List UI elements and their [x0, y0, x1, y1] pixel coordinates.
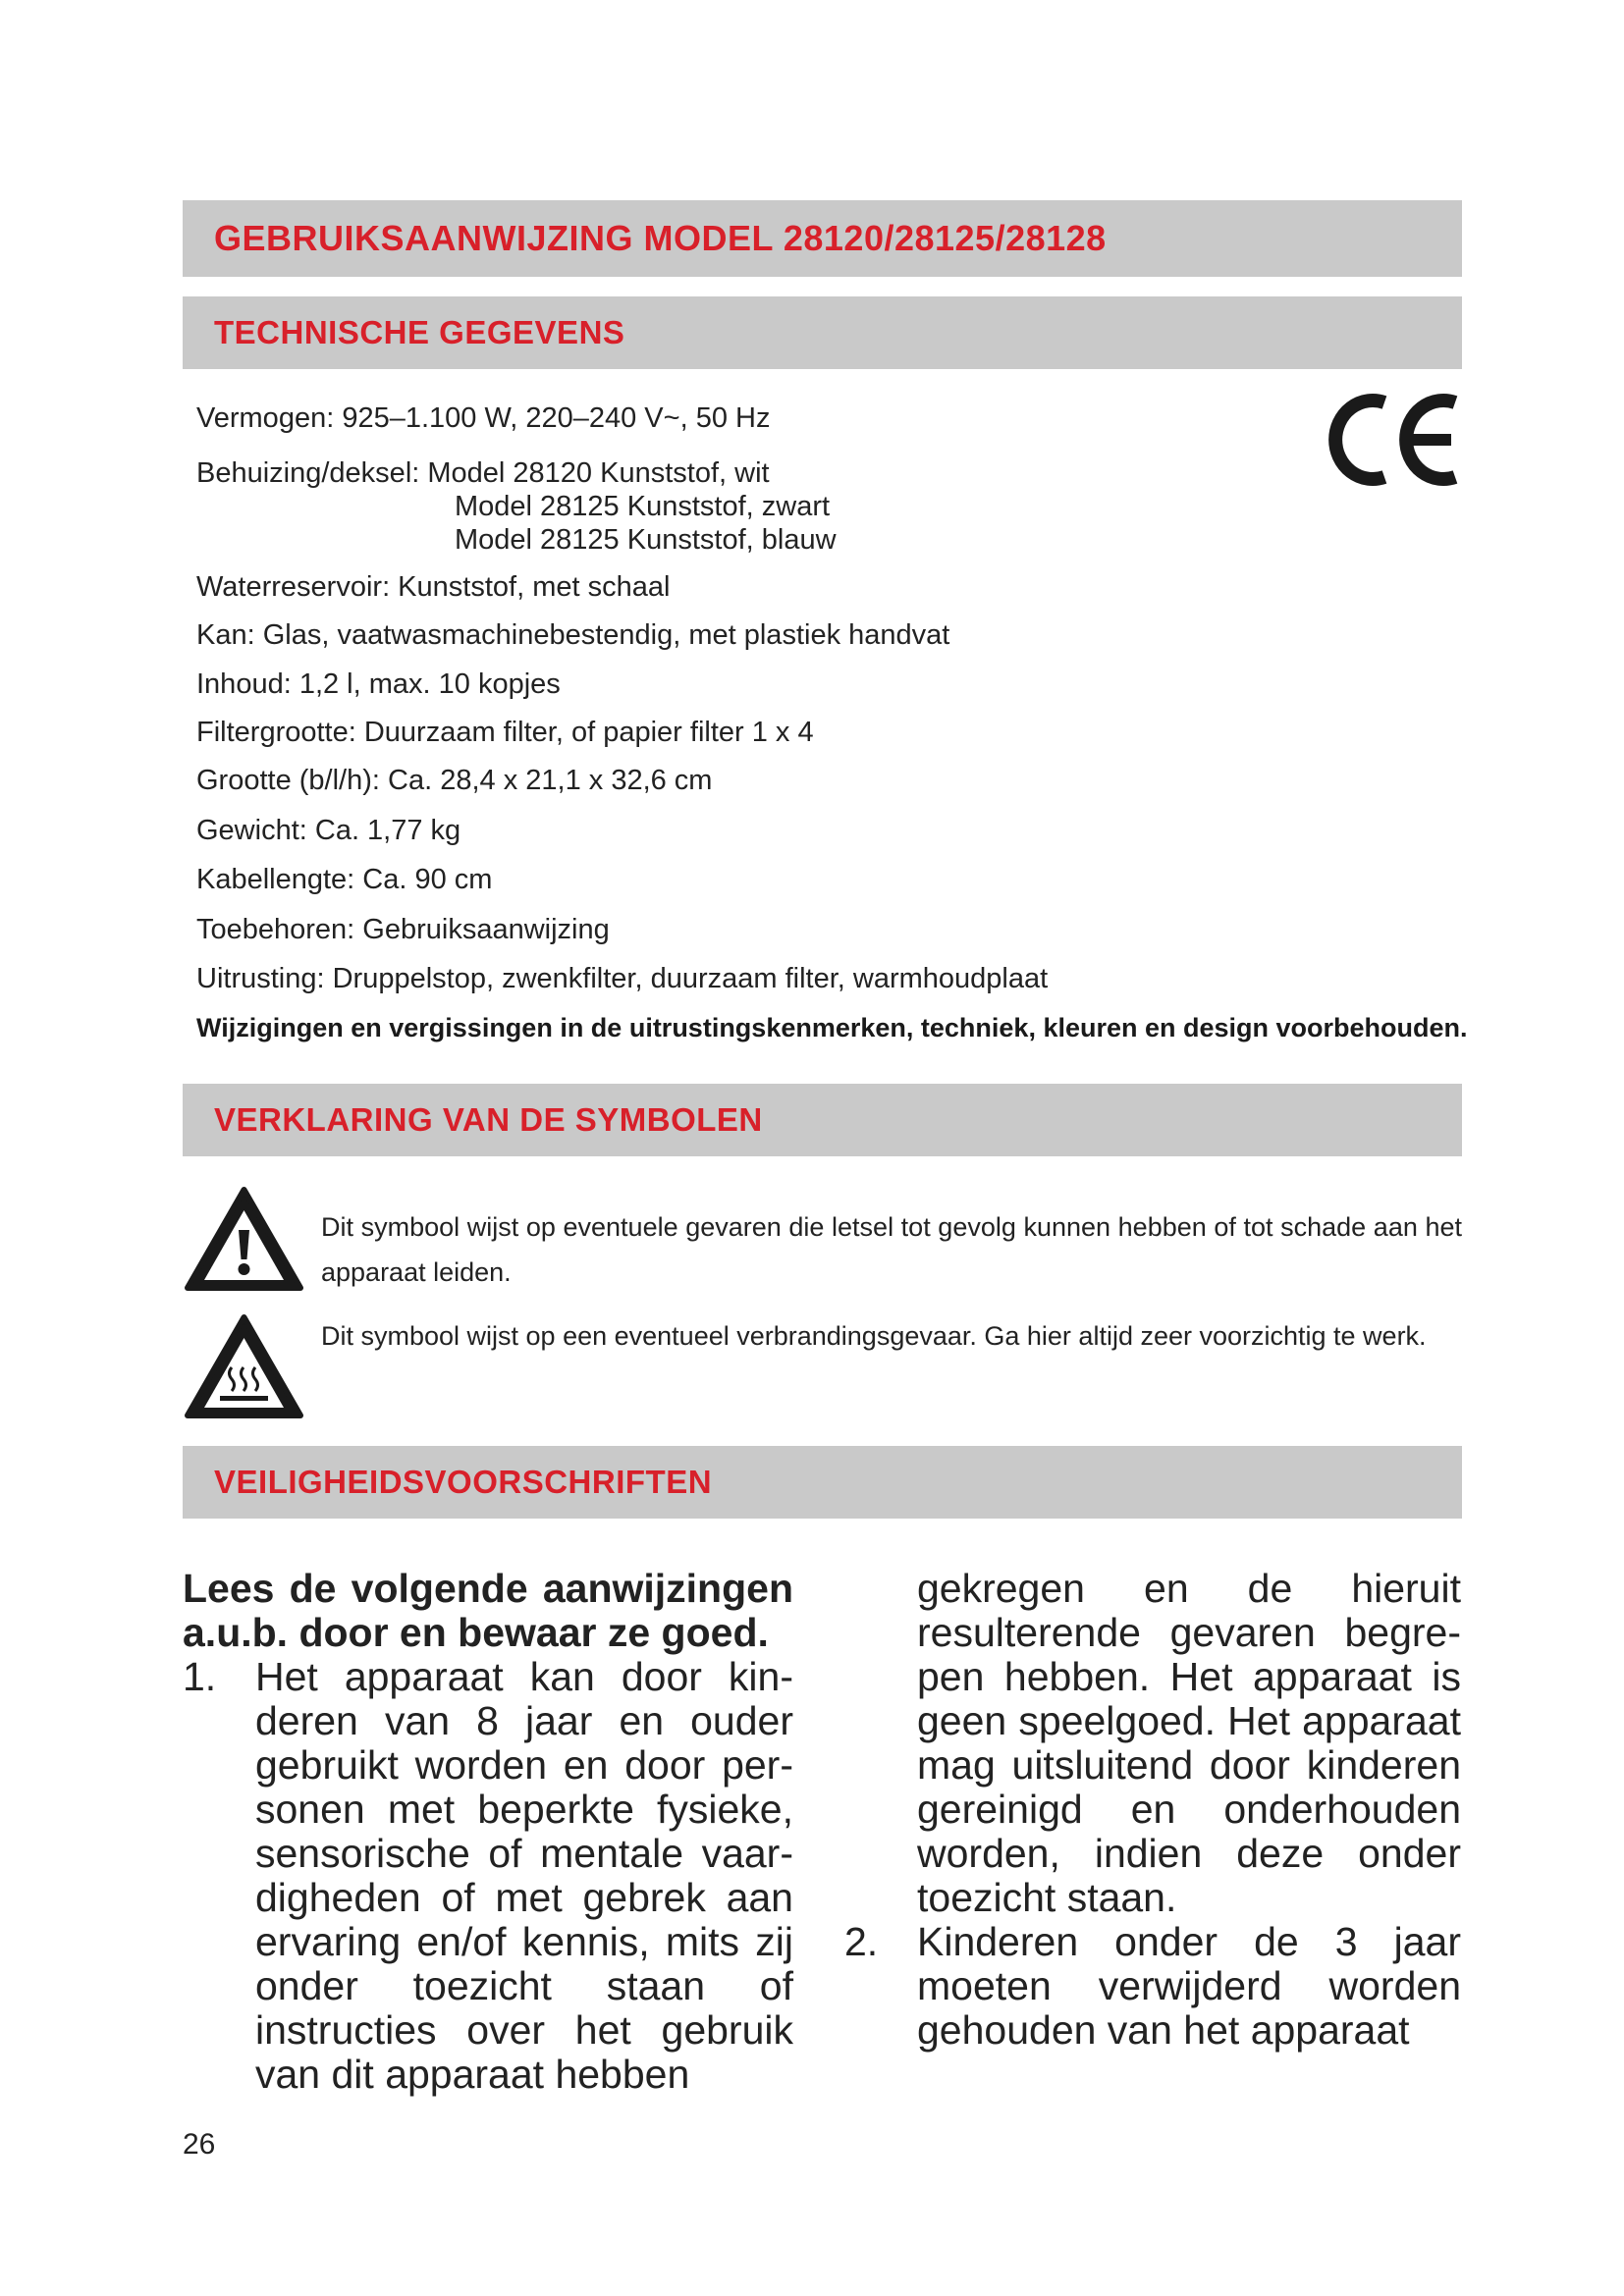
ce-mark-icon: [1327, 389, 1461, 491]
spec-filter: Filtergrootte: Duurzaam filter, of papier filter 1 x 4: [196, 717, 814, 748]
hot-surface-warning-icon: [183, 1312, 305, 1420]
spec-accessories: Toebehoren: Gebruiksaanwijzing: [196, 914, 610, 945]
warning-exclamation-icon: [183, 1185, 305, 1293]
manual-title: GEBRUIKSAANWIJZING MODEL 28120/28125/28128: [214, 218, 1107, 258]
safety-intro-line-2: a.u.b. door en bewaar ze goed.: [183, 1610, 769, 1655]
safety-item-1: [183, 1655, 793, 2097]
manual-title-bar: [183, 200, 1462, 277]
spec-jug: Kan: Glas, vaatwasmachinebestendig, met plastiek handvat: [196, 619, 950, 651]
technical-heading: TECHNISCHE GEGEVENS: [214, 314, 625, 350]
safety-item-1-number: 1.: [183, 1654, 217, 1699]
spec-reservoir: Waterreservoir: Kunststof, met schaal: [196, 571, 671, 603]
safety-item-1-text: Het apparaat kan door kinderen van 8 jaar en ouder gebruikt worden en door personen met beperkte fysieke, sensorische of mentale vaardigheden of met gebrek aan ervaring en/of kennis, mits zij onder toezicht staan of instructies over het gebruik van dit apparaat hebben: [255, 1654, 793, 2097]
symbol-text-burn: Dit symbool wijst op een eventueel verbrandingsgevaar. Ga hier altijd zeer voorzichtig te werk.: [321, 1321, 1427, 1351]
page-number: 26: [183, 2128, 216, 2161]
safety-item-2-number: 2.: [844, 1919, 879, 1964]
safety-column-right: [844, 1567, 1461, 2053]
safety-heading: VEILIGHEIDSVOORSCHRIFTEN: [214, 1464, 713, 1500]
symbol-text-danger: Dit symbool wijst op eventuele gevaren die letsel tot gevolg kunnen hebben of tot schade aan het apparaat leiden.: [321, 1212, 1462, 1287]
spec-size: Grootte (b/l/h): Ca. 28,4 x 21,1 x 32,6 cm: [196, 765, 713, 796]
spec-cable: Kabellengte: Ca. 90 cm: [196, 864, 493, 895]
safety-item-2: [844, 1920, 1461, 2053]
spec-housing-2: Model 28125 Kunststof, zwart: [455, 491, 831, 522]
technical-heading-bar: [183, 296, 1462, 369]
spec-power: Vermogen: 925–1.100 W, 220–240 V~, 50 Hz: [196, 402, 771, 434]
safety-item-2-text: Kinderen onder de 3 jaar moeten verwijderd worden gehouden van het apparaat: [917, 1919, 1461, 2053]
safety-column-left: [183, 1567, 793, 2097]
symbols-heading: VERKLARING VAN DE SYMBOLEN: [214, 1101, 763, 1138]
spec-housing-3: Model 28125 Kunststof, blauw: [455, 524, 837, 556]
spec-housing: Behuizing/deksel: Model 28120 Kunststof, wit: [196, 457, 770, 489]
spec-equipment: Uitrusting: Druppelstop, zwenkfilter, duurzaam filter, warmhoudplaat: [196, 963, 1049, 994]
disclaimer-note: Wijzigingen en vergissingen in de uitrustingskenmerken, techniek, kleuren en design voorbehouden.: [196, 1013, 1468, 1042]
safety-heading-bar: [183, 1446, 1462, 1519]
spec-capacity: Inhoud: 1,2 l, max. 10 kopjes: [196, 668, 561, 700]
symbols-heading-bar: [183, 1084, 1462, 1156]
safety-item-1-continued: gekregen en de hieruit resulterende gevaren begrepen hebben. Het apparaat is geen speelgoed. Het apparaat mag uitsluitend door kinderen gereinigd en onderhouden worden, indien deze onder toezicht staan.: [917, 1566, 1461, 1920]
safety-intro-line-1: Lees de volgende aanwijzingen: [183, 1566, 793, 1611]
spec-weight: Gewicht: Ca. 1,77 kg: [196, 815, 461, 846]
